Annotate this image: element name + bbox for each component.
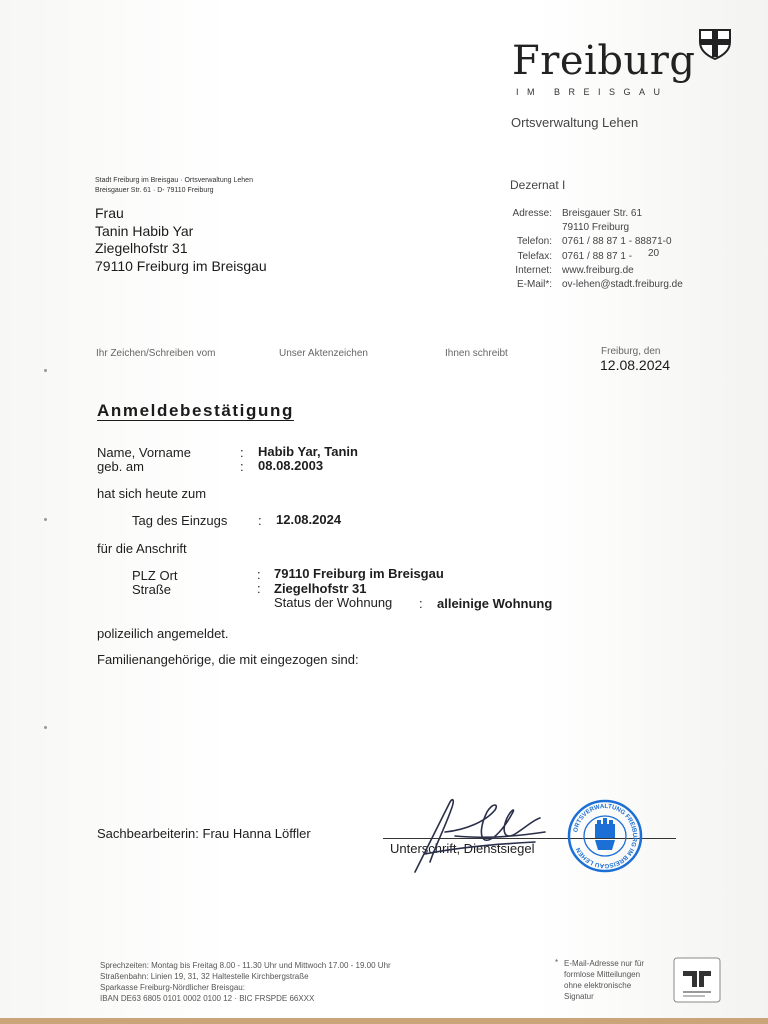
- clerk-label: Sachbearbeiterin:: [97, 826, 199, 841]
- street-colon: :: [257, 581, 261, 596]
- phone-value: 0761 / 88 87 1 - 88871-0: [562, 236, 672, 247]
- document-date: 12.08.2024: [600, 357, 671, 373]
- dob-label: geb. am: [97, 459, 144, 474]
- phone-label: Telefon:: [516, 236, 552, 247]
- address-label: Adresse:: [512, 208, 552, 219]
- ref-your-sign: Ihr Zeichen/Schreiben vom: [96, 348, 216, 359]
- recipient-city: 79110 Freiburg im Breisgau: [95, 257, 267, 274]
- footer-tram: Straßenbahn: Linien 19, 31, 32 Haltestelle Kirchbergstraße: [100, 972, 309, 981]
- address-line-2: 79110 Freiburg: [562, 222, 630, 233]
- footer-email-note: [564, 958, 644, 1002]
- street-value: Ziegelhofstr 31: [274, 581, 367, 596]
- text-familie: Familienangehörige, die mit eingezogen sind:: [97, 652, 359, 667]
- move-in-colon: :: [258, 513, 262, 528]
- punch-mark: [44, 726, 47, 729]
- ref-place-date-label: Freiburg, den: [601, 346, 661, 357]
- certification-logo-icon: [673, 957, 721, 1003]
- recipient-address: [95, 205, 267, 275]
- clerk-line: [97, 826, 311, 841]
- text-anschrift: für die Anschrift: [97, 541, 187, 556]
- recipient-street: Ziegelhofstr 31: [95, 240, 188, 256]
- footer-star: *: [555, 958, 559, 967]
- email-note-1: E-Mail-Adresse nur für: [564, 959, 645, 968]
- web-label: Internet:: [515, 265, 552, 276]
- official-seal-stamp: [566, 798, 644, 874]
- clerk-name: Frau Hanna Löffler: [202, 826, 311, 841]
- recipient-name: Tanin Habib Yar: [95, 222, 194, 239]
- footer-office-hours: Sprechzeiten: Montag bis Freitag 8.00 - 11.30 Uhr und Mittwoch 17.00 - 19.00 Uhr: [100, 961, 391, 970]
- handwritten-signature: [395, 792, 560, 882]
- ref-writer: Ihnen schreibt: [445, 348, 508, 359]
- punch-mark: [44, 369, 47, 372]
- page-title: Anmeldebestätigung: [97, 401, 294, 420]
- email-note-2: formlose Mitteilungen: [564, 970, 641, 979]
- sender-line: [95, 176, 253, 196]
- email-value: ov-lehen@stadt.freiburg.de: [562, 279, 683, 290]
- text-polizeilich: polizeilich angemeldet.: [97, 626, 229, 641]
- fax-label: Telefax:: [517, 251, 552, 262]
- status-colon: :: [419, 596, 423, 611]
- dob-colon: :: [240, 459, 244, 474]
- name-label: Name, Vorname: [97, 445, 191, 460]
- dob-value: 08.08.2003: [258, 458, 324, 473]
- status-value: alleinige Wohnung: [437, 596, 553, 611]
- city-logo-subtitle: IM BREISGAU: [516, 87, 669, 97]
- status-label: Status der Wohnung: [274, 595, 393, 610]
- web-value: www.freiburg.de: [562, 265, 634, 276]
- sender-line-1: Stadt Freiburg im Breisgau · Ortsverwaltung Lehen: [95, 177, 253, 184]
- desk-edge: [0, 1018, 768, 1024]
- signature-caption: Unterschrift, Dienstsiegel: [390, 841, 535, 856]
- fax-extension: 20: [648, 248, 660, 259]
- move-in-value: 12.08.2024: [276, 512, 342, 527]
- text-heute: hat sich heute zum: [97, 486, 207, 501]
- email-label: E-Mail*:: [516, 279, 552, 290]
- office-name: Ortsverwaltung Lehen: [511, 115, 639, 130]
- city-shield-icon: [698, 28, 732, 60]
- plz-label: PLZ Ort: [132, 568, 178, 583]
- move-in-label: Tag des Einzugs: [132, 513, 228, 528]
- name-value: Habib Yar, Tanin: [258, 444, 358, 459]
- seal-text: ORTSVERWALTUNG FREIBURG IM BREISGAU LEHEN: [572, 802, 639, 870]
- plz-colon: :: [257, 567, 261, 582]
- fax-value: 0761 / 88 87 1 -: [562, 251, 633, 262]
- ref-our-file: Unser Aktenzeichen: [279, 348, 368, 359]
- footer-iban: IBAN DE63 6805 0101 0002 0100 12 · BIC FRSPDE 66XXX: [100, 994, 315, 1003]
- plz-value: 79110 Freiburg im Breisgau: [274, 566, 444, 581]
- department: Dezernat I: [510, 178, 566, 192]
- address-line-1: Breisgauer Str. 61: [562, 208, 643, 219]
- name-colon: :: [240, 445, 244, 460]
- footer-bank: Sparkasse Freiburg-Nördlicher Breisgau:: [100, 983, 245, 992]
- email-note-4: Signatur: [564, 992, 594, 1001]
- email-note-3: ohne elektronische: [564, 981, 632, 990]
- recipient-salutation: Frau: [95, 205, 124, 221]
- footer-info: [100, 960, 391, 1004]
- street-label: Straße: [132, 582, 172, 597]
- city-logo-wordmark: Freiburg: [512, 38, 696, 84]
- sender-line-2: Breisgauer Str. 61 · D- 79110 Freiburg: [95, 187, 214, 194]
- punch-mark: [44, 518, 47, 521]
